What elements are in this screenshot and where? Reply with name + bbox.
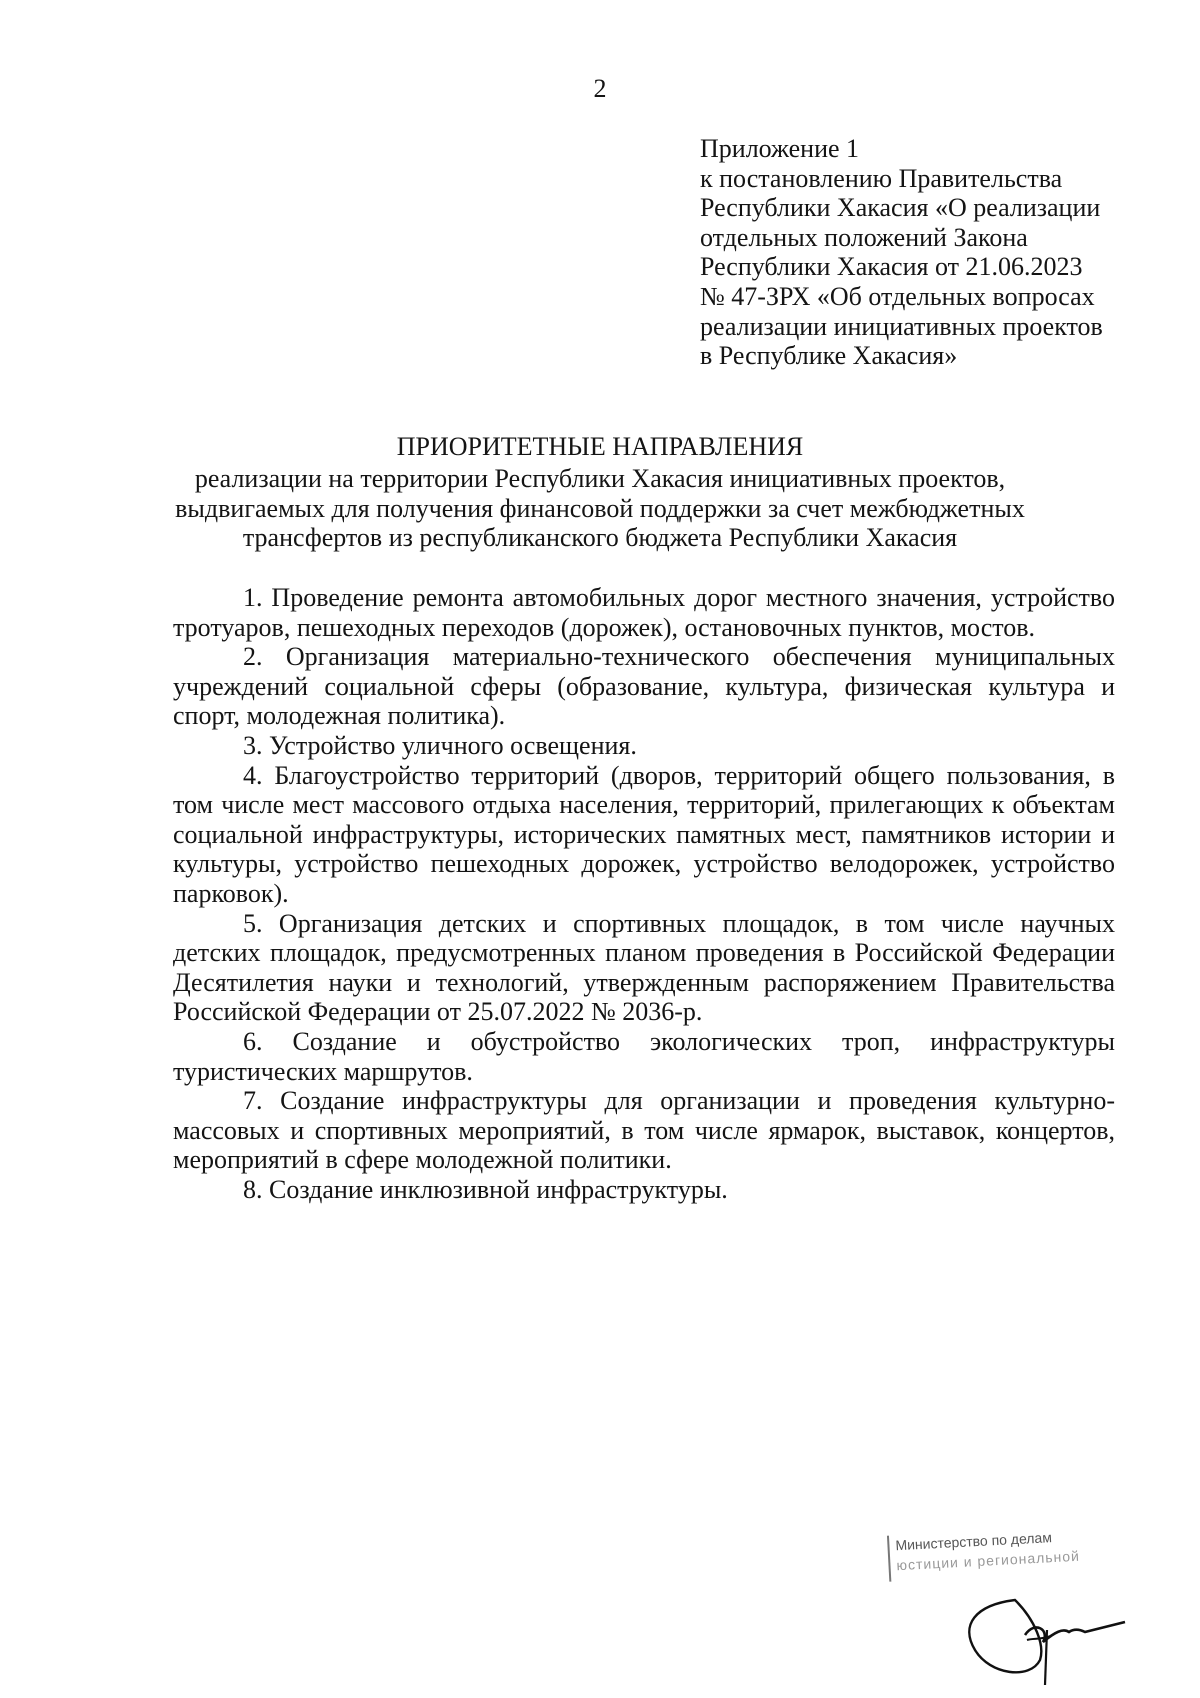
appendix-line: к постановлению Правительства bbox=[700, 163, 1063, 193]
page-number: 2 bbox=[593, 74, 607, 103]
appendix-line: реализации инициативных проектов bbox=[700, 311, 1103, 341]
subtitle-line: трансфертов из республиканского бюджета Республики Хакасия bbox=[242, 523, 958, 553]
priority-item: 4. Благоустройство территорий (дворов, территорий общего пользования, в том числе мест массового отдыха населения, территорий, прилегающих к объектам социальной инфраструктуры, исторических памятных мест, памятников истории и культуры, устройство пешеходных дорожек, устройство велодорожек, устройство парковок). bbox=[173, 760, 1115, 908]
appendix-header bbox=[700, 134, 1180, 371]
stamp-line: юстиции и региональной bbox=[896, 1547, 1081, 1574]
priority-item: 8. Создание инклюзивной инфраструктуры. bbox=[243, 1174, 728, 1204]
priority-item: 5. Организация детских и спортивных площадок, в том числе научных детских площадок, предусмотренных планом проведения в Российской Федерации Десятилетия науки и технологий, утвержденным распоряжением Правительства Российской Федерации от 25.07.2022 № 2036-р. bbox=[173, 908, 1115, 1027]
appendix-line: в Республике Хакасия» bbox=[700, 341, 958, 371]
priority-item: 7. Создание инфраструктуры для организации и проведения культурно-массовых и спортивных мероприятий, в том числе ярмарок, выставок, концертов, мероприятий в сфере молодежной политики. bbox=[173, 1086, 1115, 1175]
appendix-line: Республики Хакасия «О реализации bbox=[700, 193, 1101, 223]
priority-list bbox=[173, 583, 1115, 1204]
stamp-line: Министерство по делам bbox=[895, 1529, 1053, 1554]
priority-item: 2. Организация материально-технического обеспечения муниципальных учреждений социальной сферы (образование, культура, физическая культура и спорт, молодежная политика). bbox=[173, 642, 1115, 731]
document-title: ПРИОРИТЕТНЫЕ НАПРАВЛЕНИЯ bbox=[396, 432, 804, 461]
appendix-line: Республики Хакасия от 21.06.2023 bbox=[700, 252, 1083, 282]
appendix-line: отдельных положений Закона bbox=[700, 222, 1028, 252]
ministry-stamp bbox=[887, 1524, 1107, 1581]
handwritten-signature bbox=[955, 1580, 1135, 1690]
appendix-line: Приложение 1 bbox=[700, 134, 860, 163]
priority-item: 3. Устройство уличного освещения. bbox=[243, 730, 637, 760]
priority-item: 6. Создание и обустройство экологических троп, инфраструктуры туристических маршрутов. bbox=[173, 1026, 1115, 1086]
document-subtitle bbox=[0, 464, 1200, 553]
appendix-line: № 47-ЗРХ «Об отдельных вопросах bbox=[700, 281, 1095, 311]
subtitle-line: выдвигаемых для получения финансовой поддержки за счет межбюджетных bbox=[175, 493, 1025, 523]
priority-item: 1. Проведение ремонта автомобильных дорог местного значения, устройство тротуаров, пешеходных переходов (дорожек), остановочных пунктов, мостов. bbox=[173, 583, 1115, 642]
subtitle-line: реализации на территории Республики Хакасия инициативных проектов, bbox=[194, 464, 1006, 493]
